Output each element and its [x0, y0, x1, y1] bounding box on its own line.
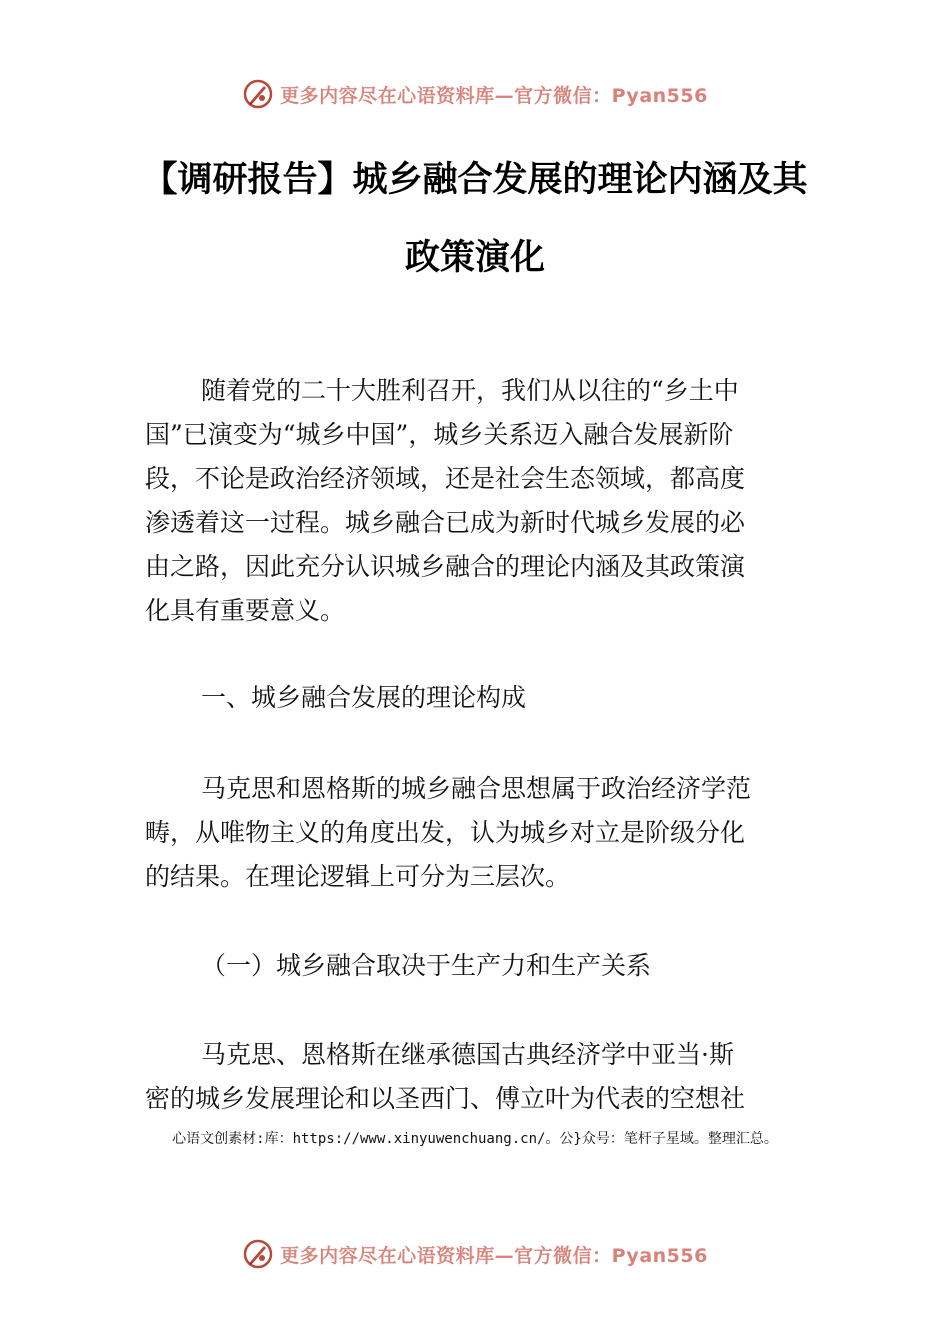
text-line: 段，不论是政治经济领域，还是社会生态领域，都高度	[145, 464, 746, 493]
heading-text: 一、城乡融合发展的理论构成	[201, 683, 527, 712]
text-line: 化具有重要意义。	[145, 596, 346, 625]
bottom-banner	[0, 1234, 950, 1274]
text-line: 密的城乡发展理论和以圣西门、傅立叶为代表的空想社	[145, 1084, 746, 1113]
heading-text: （一）城乡融合取决于生产力和生产关系	[201, 951, 652, 980]
paragraph-marx-engels	[145, 767, 807, 899]
banner-text: 更多内容尽在心语资料库—官方微信：Pyan556	[280, 1244, 708, 1267]
top-banner	[0, 74, 950, 114]
text-line: 马克思、恩格斯在继承德国古典经济学中亚当·斯	[201, 1040, 734, 1069]
text-line: 畴，从唯物主义的角度出发，认为城乡对立是阶级分化	[145, 818, 746, 847]
document-title-line-1: 【调研报告】城乡融合发展的理论内涵及其	[142, 160, 808, 200]
paragraph-inheritance	[145, 1033, 807, 1121]
section-heading-1	[145, 676, 807, 720]
text-line: 渗透着这一过程。城乡融合已成为新时代城乡发展的必	[145, 508, 746, 537]
text-line: 由之路，因此充分认识城乡融合的理论内涵及其政策演	[145, 552, 746, 581]
text-line: 国”已演变为“城乡中国”，城乡关系迈入融合发展新阶	[145, 420, 734, 449]
quill-pen-logo-icon	[242, 78, 274, 110]
subsection-heading-1	[145, 944, 807, 988]
paragraph-intro	[145, 369, 807, 633]
text-line: 马克思和恩格斯的城乡融合思想属于政治经济学范	[201, 774, 752, 803]
document-title-line-2: 政策演化	[404, 238, 545, 278]
source-footnote: 心语文创素材:库：https://www.xinyuwenchuang.cn/。公}众号：笔杆子星域。整理汇总。	[172, 1131, 778, 1147]
text-line: 的结果。在理论逻辑上可分为三层次。	[145, 862, 571, 891]
banner-text: 更多内容尽在心语资料库—官方微信：Pyan556	[280, 84, 708, 107]
quill-pen-logo-icon	[242, 1238, 274, 1270]
text-line: 随着党的二十大胜利召开，我们从以往的“乡土中	[201, 376, 739, 405]
